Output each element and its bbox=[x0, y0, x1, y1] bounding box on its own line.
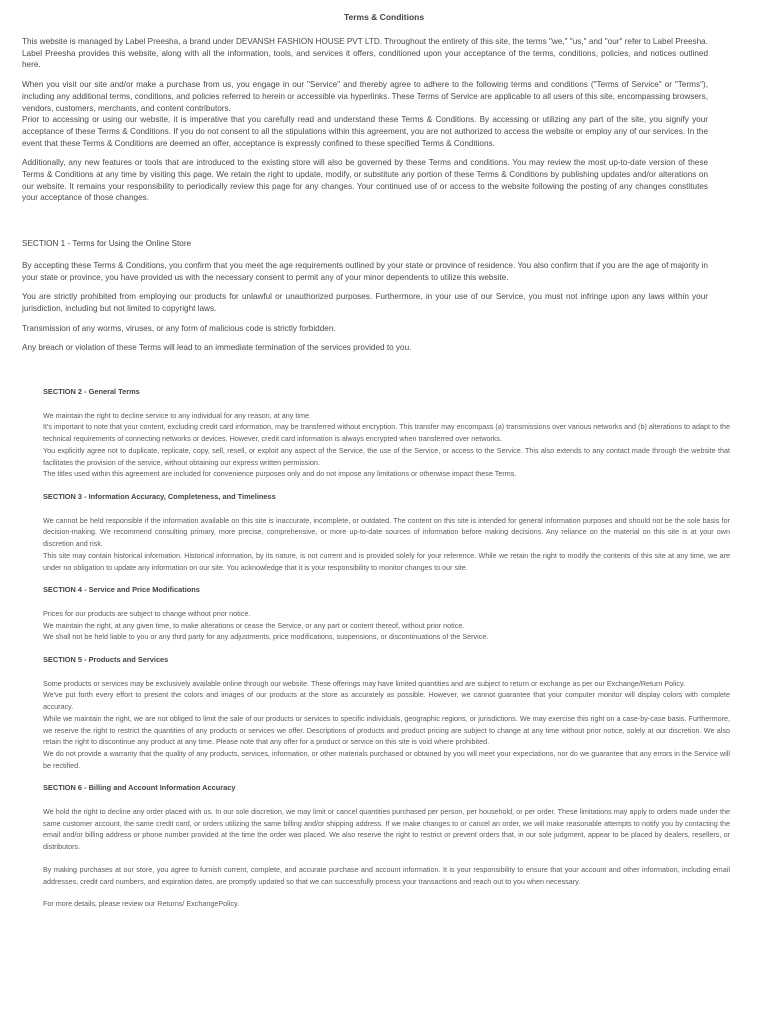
section-4-paragraph: We shall not be held liable to you or any third party for any adjustments, price modifications, suspensions, or discontinuations of the Service. bbox=[43, 632, 489, 642]
section-2-paragraph: It's important to note that your content, excluding credit card information, may be transferred without encryption. This transfer may encompass (a) transmissions over various networks and (b) alterations to adapt to the technical requirements of connecting networks or devices. However, credit card information is always encrypted when transferred over networks. bbox=[43, 422, 730, 444]
section-4 bbox=[43, 584, 730, 643]
section-2 bbox=[43, 386, 730, 480]
intro-paragraph: Prior to accessing or using our website, it is imperative that you carefully read and understand these Terms & Conditions. By accessing or utilizing any part of the site, you signify your acceptance of these Terms & Conditions. If you do not consent to all the stipulations within this agreement, you are not authorized to access the website or employ any of our services. In the event that these Terms & Conditions are deemed an offer, acceptance is expressly confined to these specified Terms & Conditions. bbox=[22, 115, 708, 148]
intro-paragraph: When you visit our site and/or make a purchase from us, you engage in our "Service" and thereby agree to adhere to the following terms and conditions ("Terms of Service" or "Terms"), including any additional terms, conditions, and policies referred to herein or accessible via hyperlinks. These Terms of Service are applicable to all users of this site, encompassing browsers, vendors, customers, merchants, and content contributors. bbox=[22, 80, 708, 113]
intro-paragraph: This website is managed by Label Preesha, a brand under DEVANSH FASHION HOUSE PVT LTD. Throughout the entirety of this site, the terms "we," "us," and "our" refer to Label Preesha. Label Preesha provides this website, along with all the information, tools, and services it offers, conditioned upon your acceptance of the terms, conditions, policies, and notices outlined here. bbox=[22, 37, 708, 70]
intro-content bbox=[0, 36, 768, 354]
section-3 bbox=[43, 491, 730, 573]
intro-paragraph: Additionally, any new features or tools that are introduced to the existing store will also be governed by these Terms and conditions. You may review the most up-to-date version of these Terms & Conditions at any time by visiting this page. We retain the right to update, modify, or substitute any portion of these Terms & Conditions by publishing updates and/or alterations on our website. It remains your responsibility to periodically review this page for any changes. Your continued use of or access to the website following the posting of any changes constitutes your acceptance of those changes. bbox=[22, 158, 708, 203]
page-title: Terms & Conditions bbox=[343, 12, 425, 22]
section-1-paragraph: By accepting these Terms & Conditions, you confirm that you meet the age requirements outlined by your state or province of residence. You also confirm that if you are the age of majority in your state or province, you have provided us with the necessary consent to permit any of your minor dependents to utilize this website. bbox=[22, 260, 708, 282]
section-6-paragraph: We hold the right to decline any order placed with us. In our sole discretion, we may limit or cancel quantities purchased per person, per household, or per order. These limitations may apply to orders made under the same customer account, the same credit card, or orders utilizing the same billing and/or shipping address. If we make changes to or cancel an order, we will make reasonable attempts to notify you by contacting the email and/or billing address or phone number provided at the time the order was placed. We also reserve the right to restrict or prevent orders that, in our sole judgment, appear to be placed by dealers, resellers, or distributors. bbox=[43, 807, 730, 852]
section-1-heading: SECTION 1 - Terms for Using the Online Store bbox=[22, 239, 192, 249]
section-5-heading: SECTION 5 - Products and Services bbox=[43, 655, 169, 665]
section-5-paragraph: We do not provide a warranty that the quality of any products, services, information, or other materials purchased or obtained by you will meet your expectations, nor do we guarantee that any errors in the Service will be rectified. bbox=[43, 748, 730, 770]
section-4-paragraph: Prices for our products are subject to change without prior notice. bbox=[43, 608, 251, 618]
section-2-paragraph: We maintain the right to decline service to any individual for any reason, at any time. bbox=[43, 410, 311, 420]
section-5 bbox=[43, 654, 730, 771]
section-1-paragraph: You are strictly prohibited from employing our products for unlawful or unauthorized purposes. Furthermore, in your use of our Service, you must not infringe upon any laws within your jurisdiction, including but not limited to copyright laws. bbox=[22, 292, 708, 313]
section-5-paragraph: While we maintain the right, we are not obliged to limit the sale of our products or services to specific individuals, geographic regions, or jurisdictions. We may exercise this right on a case-by-case basis. Furthermore, we reserve the right to restrict the quantities of any products or services we offer. Descriptions of products and product pricing are subject to change at any time without prior notice, solely at our discretion. We also retain the right to discontinue any product at any time. Please note that any offer for a product or service on this site is void where prohibited. bbox=[43, 713, 730, 747]
section-4-heading: SECTION 4 - Service and Price Modifications bbox=[43, 585, 200, 595]
section-5-paragraph: We've put forth every effort to present the colors and images of our products at the store as accurately as possible. However, we cannot guarantee that your computer monitor will display colors with complete accuracy. bbox=[43, 690, 730, 712]
section-6-heading: SECTION 6 - Billing and Account Information Accuracy bbox=[43, 783, 236, 793]
section-6 bbox=[43, 782, 730, 910]
section-3-paragraph: This site may contain historical information. Historical information, by its nature, is not current and is provided solely for your reference. While we retain the right to modify the contents of this site at any time, we are under no obligation to update any information on our site. You acknowledge that it is your responsibility to monitor changes to our site. bbox=[43, 550, 730, 572]
section-5-paragraph: Some products or services may be exclusively available online through our website. These offerings may have limited quantities and are subject to return or exchange as per our Exchange/Return Policy. bbox=[43, 678, 686, 688]
returns-policy-note: For more details, please review our Returns/ ExchangePolicy. bbox=[43, 899, 240, 909]
section-2-heading: SECTION 2 - General Terms bbox=[43, 387, 140, 397]
section-6-paragraph: By making purchases at our store, you agree to furnish current, complete, and accurate purchase and account information. It is your responsibility to ensure that your account and other information, including email addresses, credit card numbers, and expiration dates, are promptly updated so that we can successfully process your transactions and reach out to you when necessary. bbox=[43, 864, 730, 886]
section-2-paragraph: You explicitly agree not to duplicate, replicate, copy, sell, resell, or exploit any aspect of the Service, the use of the Service, or access to the Service. This also extends to any contact made through the website that facilitates the provision of the service, without obtaining our express written permission. bbox=[43, 445, 730, 467]
section-4-paragraph: We maintain the right, at any given time, to make alterations or cease the Service, or any part or content thereof, without prior notice. bbox=[43, 620, 465, 630]
section-3-paragraph: We cannot be held responsible if the information available on this site is inaccurate, incomplete, or outdated. The content on this site is intended for general information purposes and should not be the sole basis for decision-making. We recommend consulting primary, more precise, comprehensive, or more up-to-date sources of information before making decisions. Any reliance on the material on this site is at your own discretion and risk. bbox=[43, 515, 730, 549]
section-2-paragraph: The titles used within this agreement are included for convenience purposes only and do not impose any limitations or otherwise impact these Terms. bbox=[43, 469, 517, 479]
section-1-paragraph: Transmission of any worms, viruses, or any form of malicious code is strictly forbidden. bbox=[22, 323, 336, 333]
section-1-paragraph: Any breach or violation of these Terms will lead to an immediate termination of the services provided to you. bbox=[22, 343, 412, 353]
sections-content bbox=[0, 386, 768, 910]
section-3-heading: SECTION 3 - Information Accuracy, Completeness, and Timeliness bbox=[43, 491, 276, 501]
